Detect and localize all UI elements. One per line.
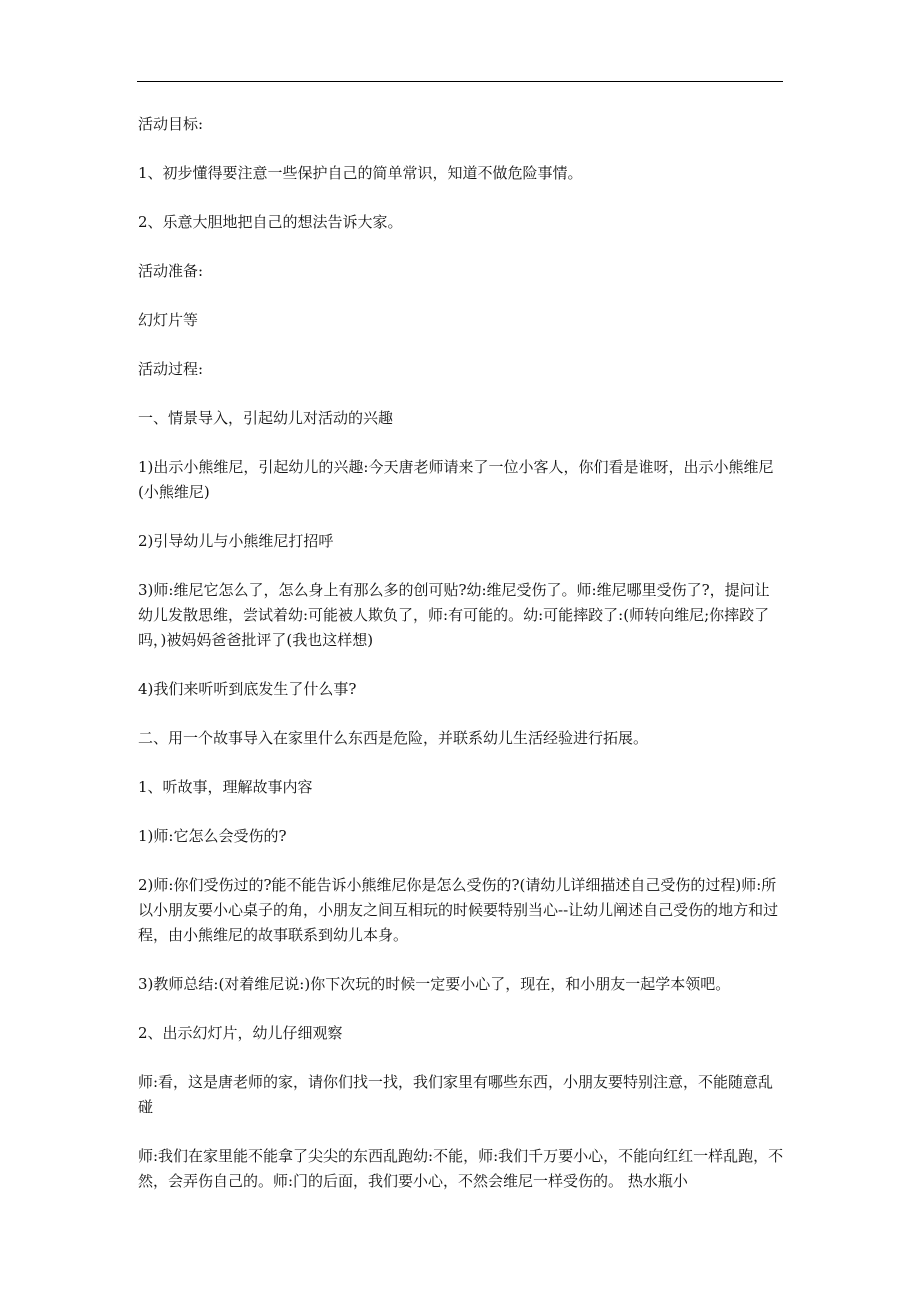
process-step-2-heading: 二、用一个故事导入在家里什么东西是危险，并联系幼儿生活经验进行拓展。 xyxy=(138,729,649,747)
preparation-text: 幻灯片等 xyxy=(138,311,199,329)
paragraph: 师:看，这是唐老师的家，请你们找一找，我们家里有哪些东西，小朋友要特别注意，不能随意乱碰 xyxy=(138,1073,774,1116)
paragraph: 师:我们在家里能不能拿了尖尖的东西乱跑幼:不能，师:我们千万要小心，不能向红红一样乱跑，不然，会弄伤自己的。师:门的后面，我们要小心，不然会维尼一样受伤的。 热水瓶小 xyxy=(138,1147,784,1190)
section-heading-goals: 活动目标: xyxy=(138,115,204,133)
paragraph: 4)我们来听听到底发生了什么事? xyxy=(138,680,357,698)
document-body xyxy=(138,112,784,1218)
paragraph: 3)师:维尼它怎么了，怎么身上有那么多的创可贴?幼:维尼受伤了。师:维尼哪里受伤了?，提问让幼儿发散思维，尝试着幼:可能被人欺负了，师:有可能的。幼:可能摔跤了:(师转向维尼;你摔跤了吗，)被妈妈爸爸批评了(我也这样想) xyxy=(138,581,770,649)
goal-item-1: 1、初步懂得要注意一些保护自己的简单常识，知道不做危险事情。 xyxy=(138,164,583,182)
process-step-1-heading: 一、情景导入，引起幼儿对活动的兴趣 xyxy=(138,409,394,427)
paragraph: 2、出示幻灯片，幼儿仔细观察 xyxy=(138,1024,343,1042)
paragraph: 1、听故事，理解故事内容 xyxy=(138,778,313,796)
paragraph: 2)师:你们受伤过的?能不能告诉小熊维尼你是怎么受伤的?(请幼儿详细描述自己受伤的过程)师:所以小朋友要小心桌子的角，小朋友之间互相玩的时候要特别当心--让幼儿阐述自己受伤的地方和过程，由小熊维尼的故事联系到幼儿本身。 xyxy=(138,876,779,944)
section-heading-process: 活动过程: xyxy=(138,360,204,378)
paragraph: 1)师:它怎么会受伤的? xyxy=(138,827,287,845)
goal-item-2: 2、乐意大胆地把自己的想法告诉大家。 xyxy=(138,213,403,231)
paragraph: 1)出示小熊维尼，引起幼儿的兴趣:今天唐老师请来了一位小客人，你们看是谁呀，出示小熊维尼(小熊维尼) xyxy=(138,458,774,501)
paragraph: 3)教师总结:(对着维尼说:)你下次玩的时候一定要小心了，现在，和小朋友一起学本领吧。 xyxy=(138,975,731,993)
section-heading-preparation: 活动准备: xyxy=(138,262,204,280)
paragraph: 2)引导幼儿与小熊维尼打招呼 xyxy=(138,532,334,550)
header-rule xyxy=(137,81,783,82)
